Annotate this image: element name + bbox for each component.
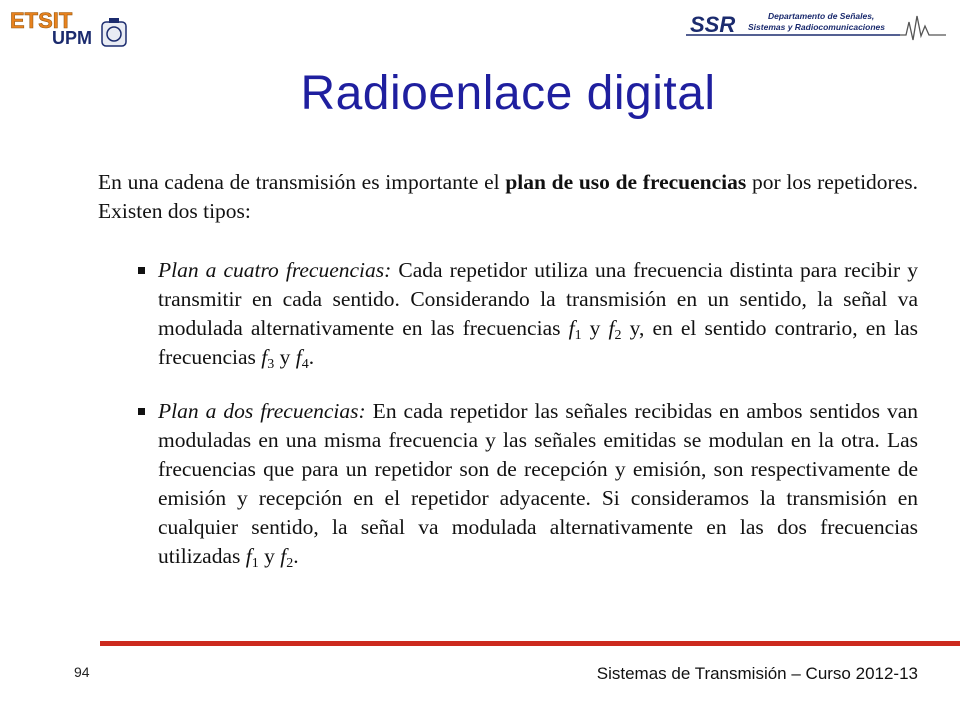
frequency-plan-list	[98, 256, 918, 571]
math-f3: $f_3$	[261, 345, 275, 372]
page-number: 94	[74, 664, 90, 680]
math-f1: $f_1$	[568, 316, 582, 343]
square-bullet-icon	[138, 408, 145, 415]
list-item: Plan a cuatro frecuencias: Cada repetidor utiliza una frecuencia distinta para recibir y transmitir en cada sentido. Considerando la transmisión en un sentido, la señal va modulada alternativamente en las frecuencias $f_1$ y $f_2$ y, en el sentido contrario, en las frecuencias $f_3$ y $f_4$.	[98, 256, 918, 372]
math-f2: $f_2$	[608, 316, 622, 343]
math-f4: $f_4$	[295, 345, 309, 372]
slide-title: Radioenlace digital	[300, 67, 716, 120]
department-line-2: Sistemas y Radiocomunicaciones	[748, 22, 885, 32]
intro-bold-term: plan de uso de frecuencias	[505, 170, 747, 194]
slide-body	[98, 168, 918, 596]
course-footer: Sistemas de Transmisión – Curso 2012-13	[596, 664, 918, 683]
etsit-upm-logo	[8, 6, 136, 48]
list-item: Plan a dos frecuencias: En cada repetidor las señales recibidas en ambos sentidos van moduladas en una misma frecuencia y las señales emitidas se modulan en la otra. Las frecuencias que para un repetidor son de recepción y emisión, son respectivamente de emisión y recepción en el repetidor adyacente. Si consideramos la transmisión en cualquier sentido, la señal va modulada alternativamente en las dos frecuencias utilizadas $f_1$ y $f_2$.	[98, 397, 918, 571]
math-f2: $f_2$	[280, 544, 294, 571]
ssr-department-logo	[686, 6, 948, 42]
item-label: Plan a dos frecuencias:	[158, 399, 366, 423]
square-bullet-icon	[138, 267, 145, 274]
intro-paragraph: En una cadena de transmisión es importante el plan de uso de frecuencias por los repetidores. Existen dos tipos:	[98, 170, 918, 223]
ssr-logo-text: SSR	[690, 12, 736, 37]
upm-logo-text: UPM	[52, 28, 92, 48]
math-f1: $f_1$	[245, 544, 259, 571]
footer-divider	[100, 641, 960, 646]
item-label: Plan a cuatro frecuencias:	[158, 258, 392, 282]
department-line-1: Departamento de Señales,	[768, 11, 875, 21]
signal-wave-icon	[900, 16, 946, 40]
upm-crest-icon	[102, 18, 126, 46]
etsit-logo-text: ETSIT	[10, 8, 73, 33]
